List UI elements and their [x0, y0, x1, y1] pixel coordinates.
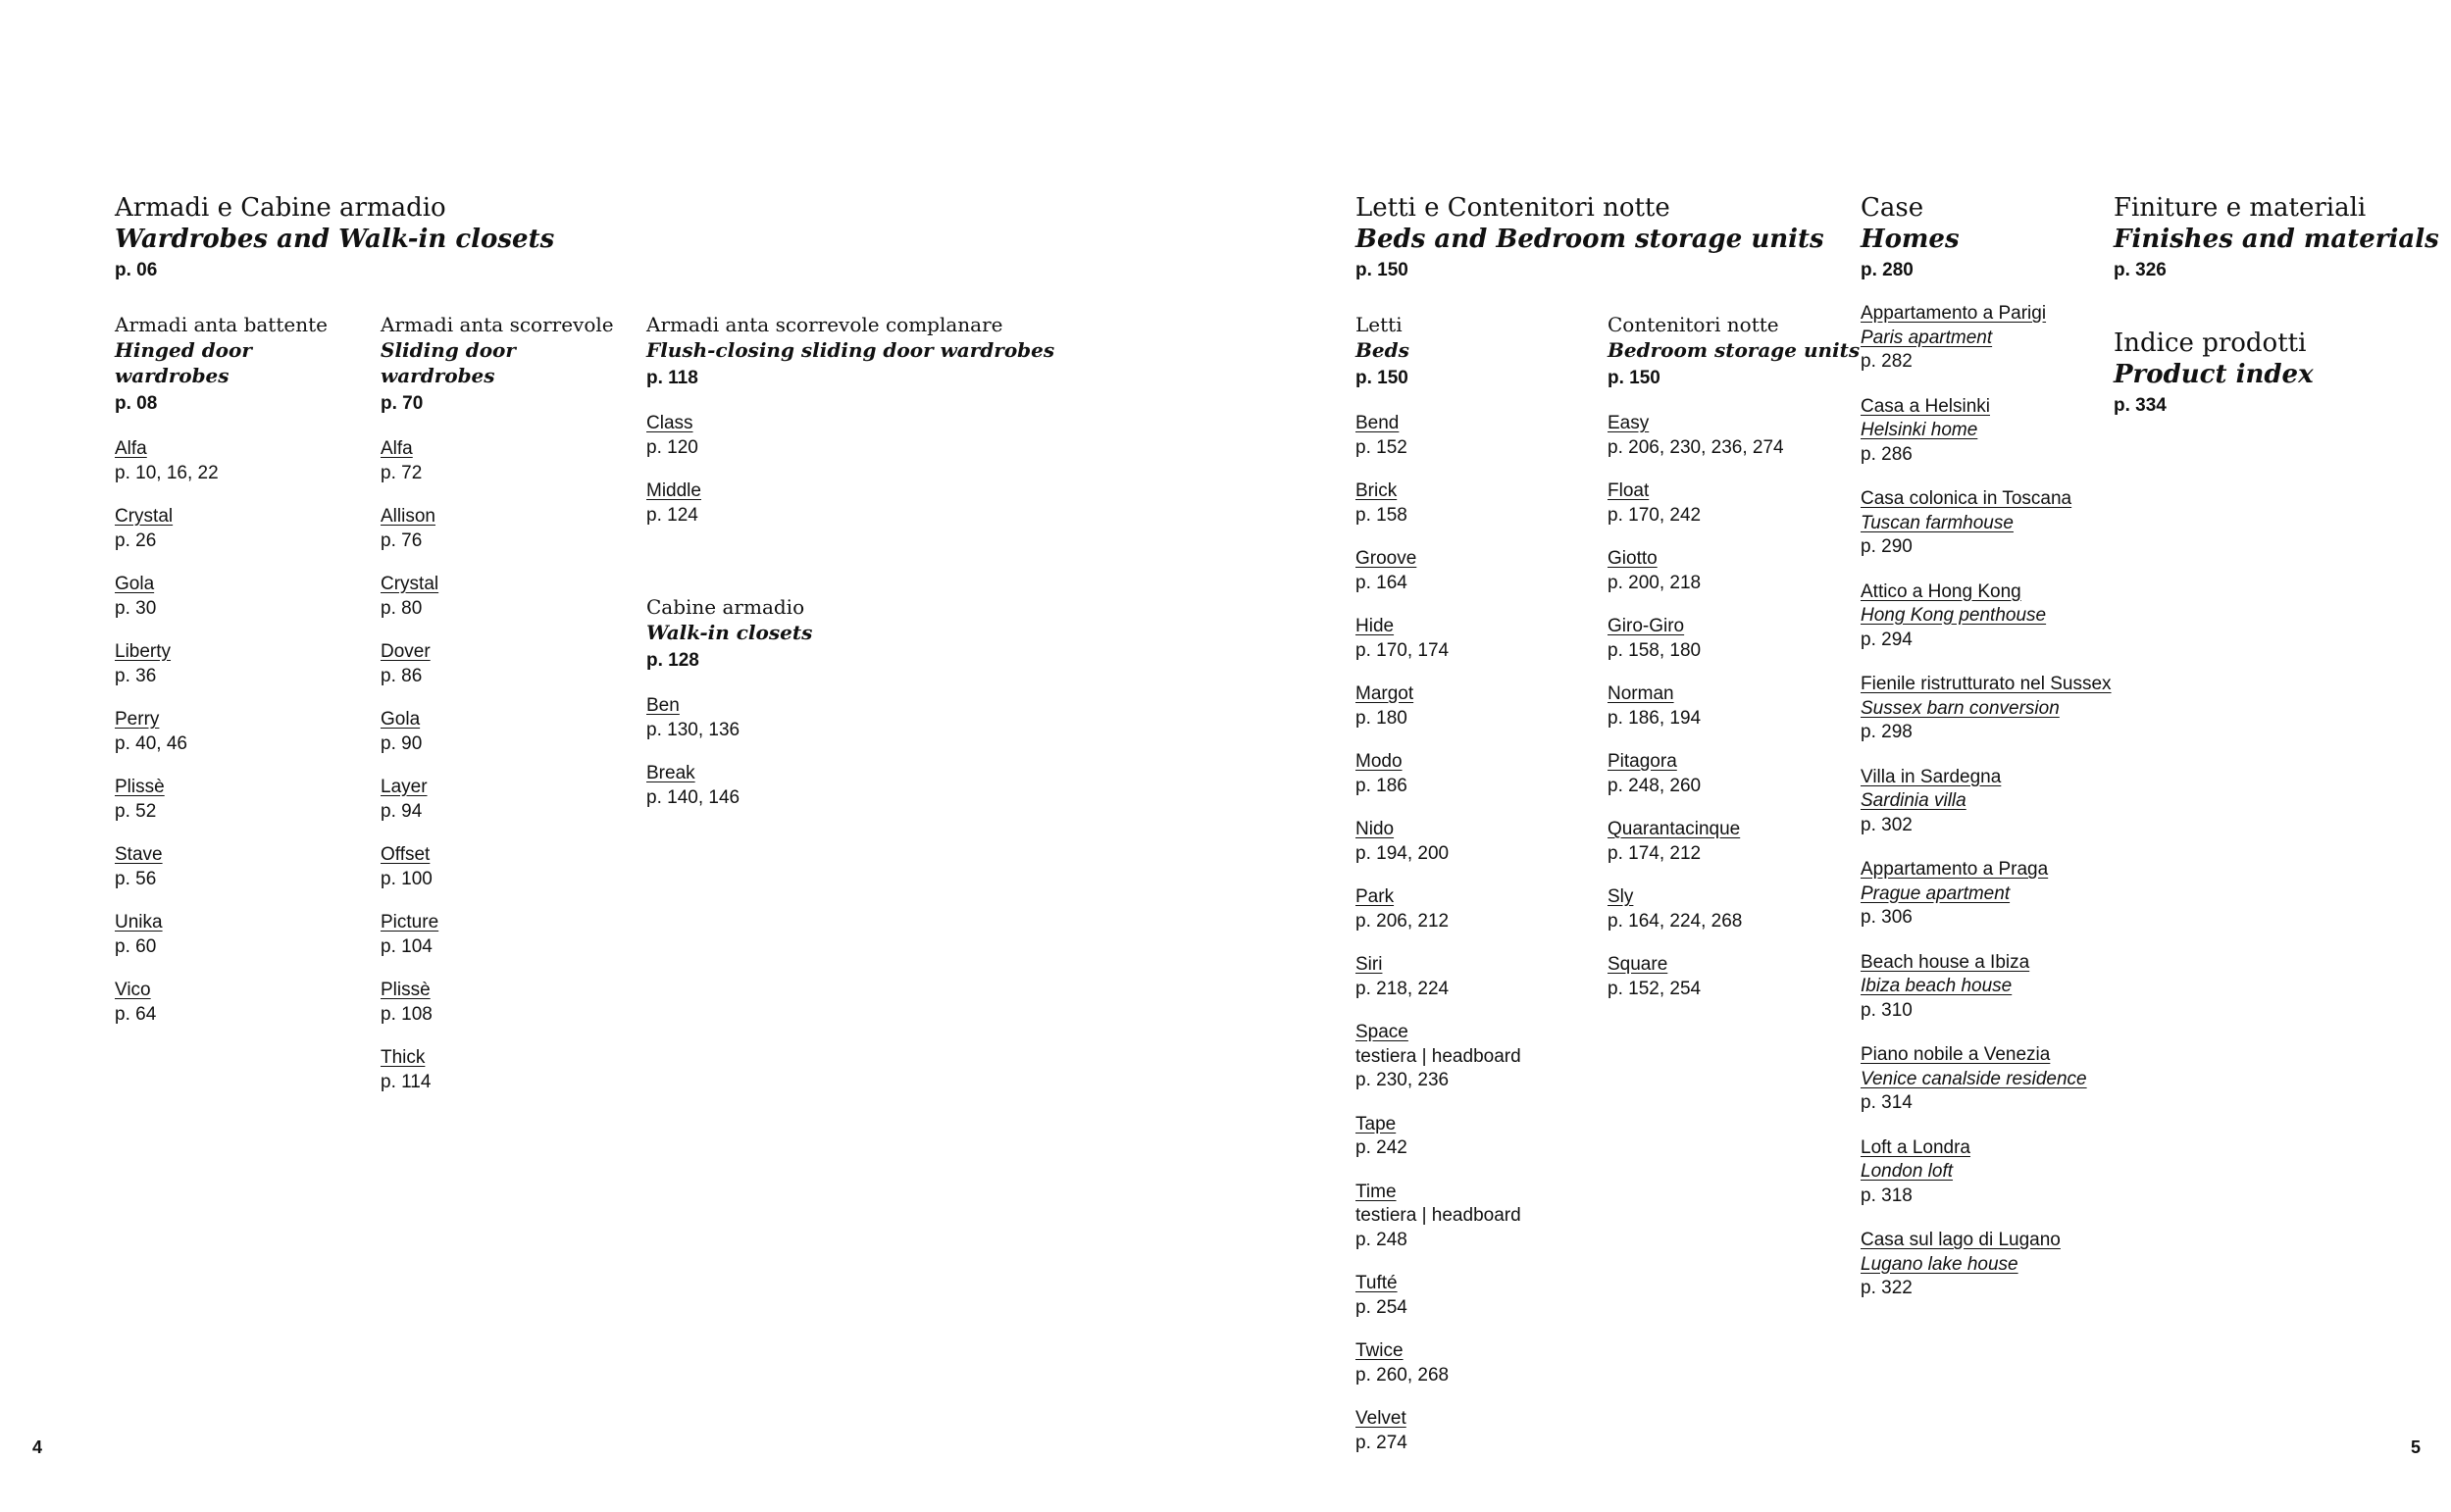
subsection-page: p. 08 — [115, 393, 158, 414]
wardrobes-section-header — [115, 192, 554, 282]
item-english-name: Hong Kong penthouse — [1861, 605, 2047, 626]
subsection-title-it: Armadi anta scorrevole complanare — [646, 313, 1003, 336]
list-item — [1355, 1181, 1601, 1253]
subsection-page: p. 150 — [1608, 368, 1660, 388]
subsection-title-en: Hinged door wardrobes — [115, 338, 252, 387]
hinged-column — [115, 312, 370, 1046]
subsection-page: p. 150 — [1355, 368, 1408, 388]
item-pages: p. 274 — [1355, 1432, 1407, 1453]
item-pages: p. 200, 218 — [1608, 572, 1702, 593]
item-pages: p. 158, 180 — [1608, 639, 1702, 661]
item-pages: p. 40, 46 — [115, 732, 187, 754]
item-english-name: London loft — [1861, 1161, 1954, 1182]
item-pages: p. 218, 224 — [1355, 978, 1450, 999]
list-item — [1355, 412, 1601, 460]
item-link[interactable]: Gola — [381, 709, 421, 730]
item-pages: p. 114 — [381, 1071, 432, 1092]
list-item — [1355, 1407, 1601, 1455]
item-link[interactable]: Allison — [381, 506, 435, 527]
item-link[interactable]: Crystal — [115, 506, 174, 527]
item-english-name: Paris apartment — [1861, 327, 1993, 348]
section-title-it: Finiture e materiali — [2114, 193, 2367, 223]
item-link[interactable]: Square — [1608, 954, 1668, 975]
list-item — [381, 708, 636, 756]
section-title-en: Wardrobes and Walk-in closets — [115, 225, 555, 254]
section-title-it: Indice prodotti — [2114, 328, 2307, 358]
item-pages: p. 10, 16, 22 — [115, 462, 219, 483]
item-pages: p. 152 — [1355, 436, 1407, 458]
item-pages: p. 318 — [1861, 1184, 1913, 1206]
homes-column — [1861, 192, 2118, 1322]
list-item — [1355, 682, 1601, 731]
list-item — [381, 979, 636, 1027]
item-link[interactable]: Quarantacinque — [1608, 819, 1741, 839]
item-link[interactable]: Pitagora — [1608, 751, 1677, 772]
item-pages: p. 248 — [1355, 1229, 1407, 1250]
product-list — [115, 437, 370, 1027]
item-pages: p. 322 — [1861, 1278, 1913, 1298]
item-english-name: Tuscan farmhouse — [1861, 512, 2014, 533]
list-item — [1355, 953, 1601, 1001]
list-item — [381, 1046, 636, 1094]
list-item — [381, 776, 636, 824]
item-pages: p. 294 — [1861, 629, 1913, 650]
subsection-title-it: Armadi anta scorrevole — [381, 313, 614, 336]
list-item — [1608, 412, 1863, 460]
item-link[interactable]: Gola — [115, 574, 155, 594]
item-pages: p. 248, 260 — [1608, 775, 1702, 796]
item-link[interactable]: Perry — [115, 709, 160, 730]
item-link[interactable]: Siri — [1355, 954, 1383, 975]
subsection-title-en: Walk-in closets — [646, 621, 813, 644]
list-item — [381, 573, 636, 621]
item-link[interactable]: Alfa — [381, 438, 413, 459]
page-number-right: 5 — [2411, 1437, 2422, 1457]
item-pages: p. 170, 174 — [1355, 639, 1450, 661]
list-item — [1355, 479, 1601, 528]
item-link[interactable]: Casa a Helsinki — [1861, 395, 1990, 417]
item-pages: p. 194, 200 — [1355, 842, 1450, 864]
item-link[interactable]: Plissè — [115, 777, 165, 797]
flush-column — [646, 312, 1098, 547]
item-pages: p. 72 — [381, 462, 423, 483]
list-item — [1608, 818, 1863, 866]
item-link[interactable]: Nido — [1355, 819, 1395, 839]
item-link[interactable]: Park — [1355, 886, 1395, 907]
subsection-page: p. 118 — [646, 368, 698, 388]
item-pages: p. 302 — [1861, 814, 1913, 835]
item-pages: p. 108 — [381, 1003, 433, 1025]
homes-list — [1861, 302, 2118, 1301]
item-link[interactable]: Brick — [1355, 480, 1398, 501]
item-english-name: Ibiza beach house — [1861, 976, 2013, 996]
subsection-title-en: Bedroom storage units — [1608, 338, 1861, 362]
item-english-name: Sussex barn conversion — [1861, 697, 2060, 719]
list-item — [1355, 885, 1601, 933]
item-link[interactable]: Space — [1355, 1022, 1408, 1042]
beds-section-header — [1355, 192, 1824, 282]
item-link[interactable]: Loft a Londra — [1861, 1136, 1970, 1158]
item-pages: p. 30 — [115, 597, 157, 619]
list-item — [1608, 479, 1863, 528]
list-item — [1355, 818, 1601, 866]
item-pages: p. 152, 254 — [1608, 978, 1702, 999]
item-pages: p. 158 — [1355, 504, 1407, 526]
item-link[interactable]: Piano nobile a Venezia — [1861, 1044, 2051, 1065]
item-pages: p. 52 — [115, 800, 157, 822]
item-link[interactable]: Giotto — [1608, 548, 1658, 569]
item-link[interactable]: Layer — [381, 777, 428, 797]
item-note: testiera | headboard — [1355, 1045, 1521, 1067]
list-item — [1355, 750, 1601, 798]
item-pages: p. 310 — [1861, 999, 1913, 1021]
item-link[interactable]: Liberty — [115, 641, 172, 662]
list-item — [1861, 395, 2118, 468]
subsection-title-en: Beds — [1355, 338, 1409, 362]
list-item — [1861, 302, 2118, 375]
item-link[interactable]: Groove — [1355, 548, 1417, 569]
page-number-left: 4 — [32, 1437, 43, 1457]
item-pages: p. 286 — [1861, 443, 1913, 465]
item-link[interactable]: Tufté — [1355, 1273, 1398, 1293]
item-english-name: Helsinki home — [1861, 420, 1978, 440]
list-item — [1355, 1021, 1601, 1093]
product-list — [381, 437, 636, 1094]
item-link[interactable]: Unika — [115, 912, 163, 932]
item-pages: p. 170, 242 — [1608, 504, 1702, 526]
item-link[interactable]: Margot — [1355, 683, 1414, 704]
list-item — [115, 911, 370, 959]
item-pages: p. 80 — [381, 597, 423, 619]
item-link[interactable]: Break — [646, 763, 695, 783]
item-link[interactable]: Modo — [1355, 751, 1403, 772]
item-link[interactable]: Appartamento a Praga — [1861, 859, 2049, 880]
item-pages: p. 298 — [1861, 722, 1913, 742]
subsection-title-it: Contenitori notte — [1608, 313, 1779, 336]
item-pages: p. 36 — [115, 665, 157, 686]
product-list — [1608, 412, 1863, 1001]
list-item — [1355, 1113, 1601, 1161]
item-pages: p. 140, 146 — [646, 786, 740, 808]
subsection-title-en: Flush-closing sliding door wardrobes — [646, 338, 1055, 362]
item-pages: p. 306 — [1861, 907, 1913, 928]
item-link[interactable]: Time — [1355, 1181, 1397, 1202]
list-item — [115, 979, 370, 1027]
list-item — [1608, 750, 1863, 798]
item-link[interactable]: Beach house a Ibiza — [1861, 951, 2030, 973]
item-pages: p. 90 — [381, 732, 423, 754]
item-link[interactable]: Giro-Giro — [1608, 616, 1685, 636]
item-link[interactable]: Vico — [115, 980, 151, 1000]
subsection-title-it: Cabine armadio — [646, 595, 805, 619]
list-item — [1861, 1136, 2118, 1209]
walkin-column — [646, 594, 941, 830]
item-link[interactable]: Fienile ristrutturato nel Sussex — [1861, 674, 2112, 694]
list-item — [646, 694, 941, 742]
item-pages: p. 186 — [1355, 775, 1407, 796]
product-list — [646, 412, 1098, 528]
item-english-name: Prague apartment — [1861, 882, 2011, 904]
item-link[interactable]: Velvet — [1355, 1408, 1406, 1429]
list-item — [381, 505, 636, 553]
item-english-name: Lugano lake house — [1861, 1253, 2018, 1275]
item-pages: p. 120 — [646, 436, 698, 458]
list-item — [1355, 615, 1601, 663]
item-pages: p. 94 — [381, 800, 423, 822]
item-link[interactable]: Norman — [1608, 683, 1674, 704]
item-pages: p. 290 — [1861, 536, 1913, 557]
subsection-title-it: Armadi anta battente — [115, 313, 328, 336]
subsection-page: p. 70 — [381, 393, 424, 414]
list-item — [1608, 953, 1863, 1001]
list-item — [646, 479, 1098, 528]
item-link[interactable]: Casa sul lago di Lugano — [1861, 1230, 2061, 1250]
item-pages: p. 242 — [1355, 1137, 1407, 1158]
list-item — [115, 573, 370, 621]
section-title-en: Beds and Bedroom storage units — [1355, 225, 1824, 254]
list-item — [1608, 885, 1863, 933]
section-title-it: Armadi e Cabine armadio — [115, 193, 446, 223]
list-item — [646, 762, 941, 810]
list-item — [381, 437, 636, 485]
item-link[interactable]: Float — [1608, 480, 1650, 501]
item-link[interactable]: Picture — [381, 912, 439, 932]
section-page: p. 326 — [2114, 260, 2167, 280]
list-item — [381, 911, 636, 959]
section-title-en: Finishes and materials — [2114, 225, 2439, 254]
item-pages: p. 174, 212 — [1608, 842, 1702, 864]
item-pages: p. 86 — [381, 665, 423, 686]
item-pages: p. 26 — [115, 529, 157, 551]
section-page: p. 150 — [1355, 260, 1408, 280]
index-header — [2114, 328, 2314, 418]
list-item — [115, 640, 370, 688]
item-pages: p. 206, 212 — [1355, 910, 1450, 932]
item-pages: p. 180 — [1355, 707, 1407, 729]
item-pages: p. 124 — [646, 504, 698, 526]
list-item — [115, 708, 370, 756]
list-item — [1861, 766, 2118, 838]
item-link[interactable]: Easy — [1608, 413, 1650, 433]
item-link[interactable]: Ben — [646, 695, 680, 716]
item-english-name: Sardinia villa — [1861, 790, 1966, 811]
section-page: p. 334 — [2114, 395, 2167, 416]
item-pages: p. 60 — [115, 935, 157, 957]
section-page: p. 06 — [115, 260, 158, 280]
item-pages: p. 64 — [115, 1003, 157, 1025]
item-pages: p. 206, 230, 236, 274 — [1608, 436, 1784, 458]
item-link[interactable]: Bend — [1355, 413, 1400, 433]
item-link[interactable]: Villa in Sardegna — [1861, 766, 2002, 787]
beds-column — [1355, 312, 1601, 1475]
item-link[interactable]: Offset — [381, 844, 431, 865]
item-pages: p. 100 — [381, 868, 433, 889]
item-link[interactable]: Thick — [381, 1047, 426, 1068]
list-item — [1861, 673, 2118, 745]
item-pages: p. 56 — [115, 868, 157, 889]
item-pages: p. 76 — [381, 529, 423, 551]
subsection-title-it: Letti — [1355, 313, 1403, 336]
item-link[interactable]: Plissè — [381, 980, 431, 1000]
product-list — [1355, 412, 1601, 1455]
list-item — [1608, 682, 1863, 731]
list-item — [115, 505, 370, 553]
item-pages: p. 164 — [1355, 572, 1407, 593]
section-title-it: Letti e Contenitori notte — [1355, 193, 1670, 223]
storage-column — [1608, 312, 1863, 1021]
section-title-en: Product index — [2114, 360, 2314, 389]
list-item — [1861, 1043, 2118, 1116]
list-item — [646, 412, 1098, 460]
list-item — [1861, 487, 2118, 560]
list-item — [1861, 1229, 2118, 1301]
item-pages: p. 186, 194 — [1608, 707, 1702, 729]
item-link[interactable]: Middle — [646, 480, 701, 501]
list-item — [1861, 580, 2118, 653]
item-link[interactable]: Tape — [1355, 1113, 1397, 1134]
list-item — [115, 776, 370, 824]
item-link[interactable]: Casa colonica in Toscana — [1861, 488, 2072, 509]
item-pages: p. 282 — [1861, 351, 1913, 372]
list-item — [381, 640, 636, 688]
list-item — [1355, 1339, 1601, 1387]
item-note: testiera | headboard — [1355, 1205, 1521, 1226]
item-link[interactable]: Appartamento a Parigi — [1861, 303, 2047, 324]
item-pages: p. 254 — [1355, 1296, 1407, 1318]
section-title-en: Homes — [1861, 225, 1960, 254]
list-item — [115, 843, 370, 891]
list-item — [115, 437, 370, 485]
item-pages: p. 104 — [381, 935, 433, 957]
item-link[interactable]: Dover — [381, 641, 431, 662]
section-title-it: Case — [1861, 193, 1924, 223]
list-item — [1608, 547, 1863, 595]
subsection-page: p. 128 — [646, 650, 699, 671]
finishes-header — [2114, 192, 2439, 282]
section-page: p. 280 — [1861, 260, 1914, 280]
list-item — [381, 843, 636, 891]
item-link[interactable]: Sly — [1608, 886, 1634, 907]
item-pages: p. 130, 136 — [646, 719, 740, 740]
sliding-column — [381, 312, 636, 1114]
item-link[interactable]: Stave — [115, 844, 163, 865]
list-item — [1355, 1272, 1601, 1320]
item-pages: p. 230, 236 — [1355, 1070, 1450, 1090]
item-pages: p. 314 — [1861, 1092, 1913, 1113]
item-link[interactable]: Twice — [1355, 1340, 1404, 1361]
item-link[interactable]: Hide — [1355, 616, 1395, 636]
list-item — [1861, 858, 2118, 931]
item-link[interactable]: Alfa — [115, 438, 147, 459]
list-item — [1355, 547, 1601, 595]
list-item — [1861, 951, 2118, 1024]
item-link[interactable]: Attico a Hong Kong — [1861, 580, 2021, 602]
item-pages: p. 260, 268 — [1355, 1364, 1450, 1386]
list-item — [1608, 615, 1863, 663]
item-pages: p. 164, 224, 268 — [1608, 910, 1743, 932]
item-link[interactable]: Crystal — [381, 574, 439, 594]
item-link[interactable]: Class — [646, 413, 693, 433]
item-english-name: Venice canalside residence — [1861, 1068, 2087, 1089]
product-list — [646, 694, 941, 810]
subsection-title-en: Sliding door wardrobes — [381, 338, 516, 387]
